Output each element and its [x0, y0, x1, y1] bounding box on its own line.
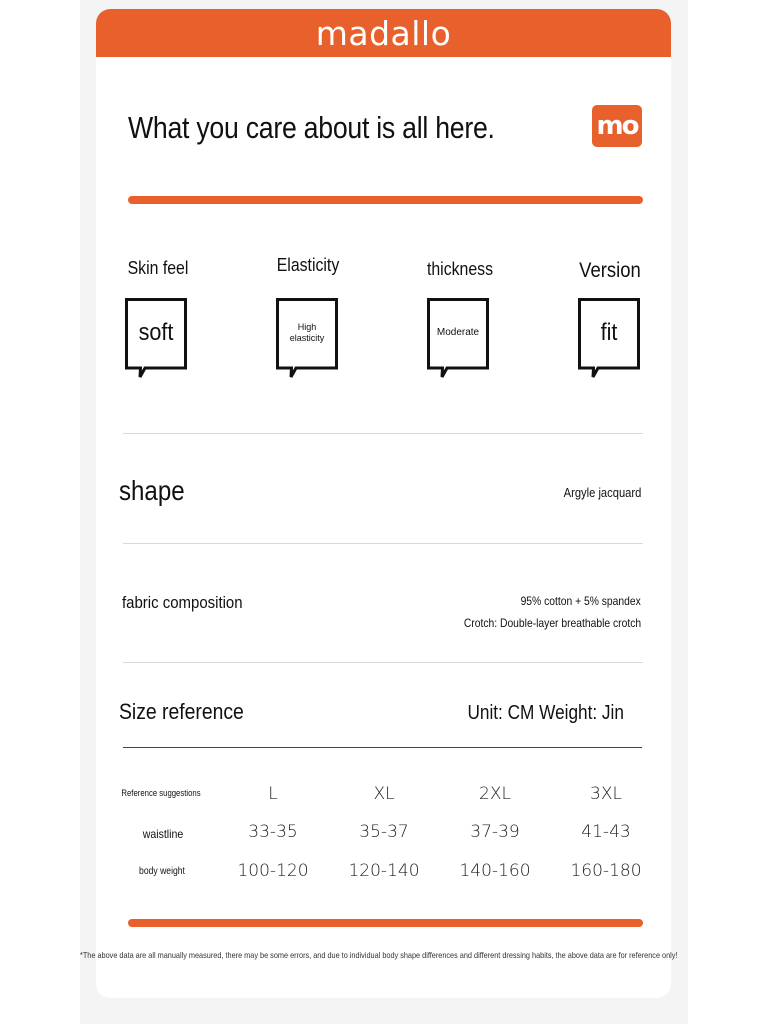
body-weight-cell: 140-160: [459, 861, 531, 881]
waistline-label: waistline: [142, 827, 184, 841]
attr-value-elasticity: High elasticity: [289, 321, 325, 343]
waistline-cell: 33-35: [248, 822, 298, 842]
size-header-cell: L: [268, 784, 278, 804]
attr-label-version: Version: [579, 259, 641, 282]
speech-bubble-icon: [125, 298, 187, 370]
disclaimer-footnote: *The above data are all manually measured, there may be some errors, and due to individual body shape differences and different dressing habits, the above data are for reference only!: [80, 950, 678, 960]
speech-bubble-icon: [276, 298, 338, 370]
brand-logo-icon: mo: [592, 105, 642, 147]
page-headline: What you care about is all here.: [128, 110, 495, 145]
waistline-cell: 37-39: [470, 822, 520, 842]
attr-value-version: fit: [600, 319, 618, 346]
attr-label-elasticity: Elasticity: [276, 255, 340, 275]
orange-divider-bottom: [128, 919, 643, 927]
fabric-composition-value: 95% cotton + 5% spandex: [520, 594, 641, 608]
divider: [123, 433, 643, 434]
waistline-cell: 41-43: [581, 822, 631, 842]
orange-divider-top: [128, 196, 643, 204]
shape-label: shape: [119, 475, 185, 506]
attr-label-thickness: thickness: [426, 259, 494, 279]
body-weight-cell: 100-120: [237, 861, 309, 881]
body-weight-cell: 160-180: [570, 861, 642, 881]
speech-bubble-icon: [578, 298, 640, 370]
attr-label-skin-feel: Skin feel: [127, 258, 189, 278]
size-header-cell: XL: [373, 784, 395, 804]
attr-value-thickness: Moderate: [436, 326, 480, 338]
divider: [123, 543, 643, 544]
size-reference-title: Size reference: [119, 699, 244, 724]
size-header-label: Reference suggestions: [121, 788, 201, 798]
divider: [123, 662, 643, 663]
size-table-divider: [123, 747, 642, 748]
brand-header-bar: [96, 9, 671, 57]
product-info-card: [96, 9, 671, 998]
size-header-cell: 3XL: [590, 784, 622, 804]
shape-value: Argyle jacquard: [563, 485, 641, 500]
body-weight-label: body weight: [139, 866, 185, 877]
crotch-composition-value: Crotch: Double-layer breathable crotch: [463, 616, 641, 630]
body-weight-cell: 120-140: [348, 861, 420, 881]
size-header-cell: 2XL: [479, 784, 511, 804]
size-unit-label: Unit: CM Weight: Jin: [467, 702, 624, 724]
attr-value-skin-feel: soft: [138, 319, 174, 346]
fabric-composition-label: fabric composition: [122, 593, 243, 612]
waistline-cell: 35-37: [359, 822, 409, 842]
brand-name: madallo: [315, 13, 452, 53]
speech-bubble-icon: [427, 298, 489, 370]
